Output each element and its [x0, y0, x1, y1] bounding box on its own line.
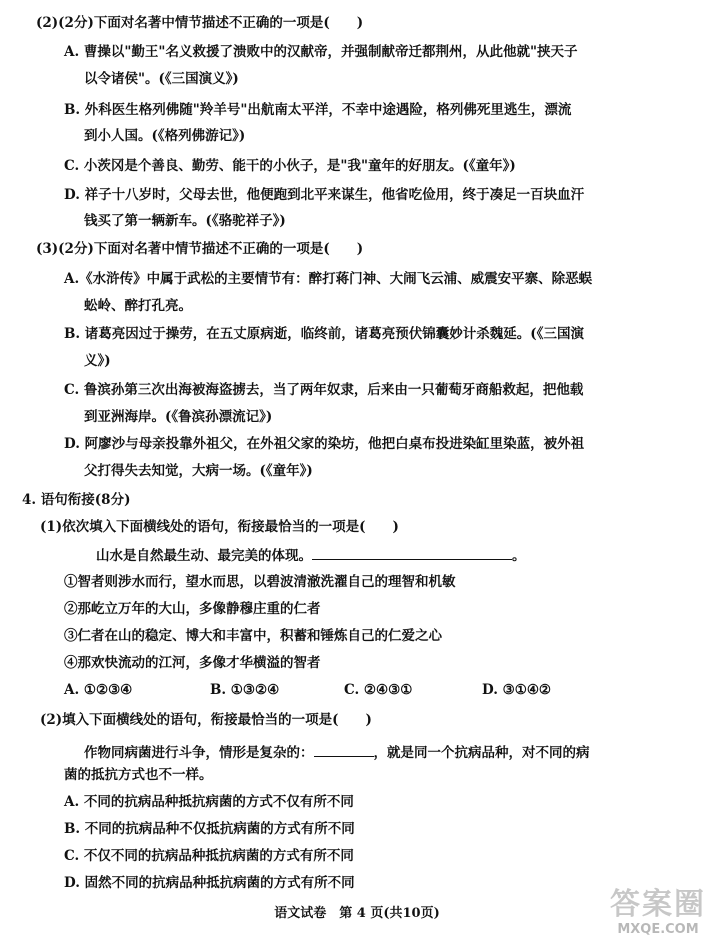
q4-1-item-4: ④那欢快流动的江河，多像才华横溢的智者	[64, 655, 321, 671]
q4-1-prompt-text: 山水是自然最生动、最完美的体现。	[96, 548, 312, 564]
q3-2-option-b-line2: 到小人国。(《格列佛游记》)	[84, 128, 246, 144]
q3-3-option-a-line1: A.《水浒传》中属于武松的主要情节有：醉打蒋门神、大闹飞云浦、威震安平寨、除恶蜈	[64, 271, 593, 287]
q4-1-option-a: A. ①②③④	[64, 682, 133, 698]
q4-2-blank	[314, 742, 374, 757]
watermark	[610, 888, 706, 937]
watermark-url: MXQE.COM	[617, 922, 699, 937]
q3-3-option-c-line1: C. 鲁滨孙第三次出海被海盗掳去，当了两年奴隶，后来由一只葡萄牙商船救起，把他载	[64, 382, 584, 398]
q4-1-blank	[312, 545, 512, 560]
q4-2-option-d: D. 固然不同的抗病品种抵抗病菌的方式有所不同	[64, 875, 355, 891]
q4-2-stem: (2)填入下面横线处的语句，衔接最恰当的一项是( )	[40, 712, 372, 728]
q4-1-stem: (1)依次填入下面横线处的语句，衔接最恰当的一项是( )	[40, 519, 399, 535]
watermark-logo: 答案圈	[610, 887, 706, 922]
q3-2-option-a-line1: A. 曹操以"勤王"名义救援了溃败中的汉献帝，并强制献帝迁都荆州，从此他就"挟天子	[64, 44, 578, 60]
q3-3-stem: (3)(2分)下面对名著中情节描述不正确的一项是( )	[36, 241, 364, 257]
q4-2-prompt	[84, 742, 590, 762]
q4-heading: 4. 语句衔接(8分)	[22, 492, 131, 508]
q4-1-option-d: D. ③①④②	[482, 682, 552, 698]
q4-2-prompt-part-c: 菌的抵抗方式也不一样。	[64, 767, 213, 783]
q4-1-option-c: C. ②④③①	[344, 682, 413, 698]
q3-2-option-a-line2: 以令诸侯"。(《三国演义》)	[84, 71, 239, 87]
q3-3-option-d-line1: D. 阿廖沙与母亲投靠外祖父，在外祖父家的染坊，他把白桌布投进染缸里染蓝，被外祖	[64, 436, 585, 452]
q3-2-option-c: C. 小茨冈是个善良、勤劳、能干的小伙子，是"我"童年的好朋友。(《童年》)	[64, 158, 516, 174]
q4-2-option-b: B. 不同的抗病品种不仅抵抗病菌的方式有所不同	[64, 821, 355, 837]
q4-1-prompt-end: 。	[512, 548, 526, 564]
q3-2-stem: (2)(2分)下面对名著中情节描述不正确的一项是( )	[36, 15, 364, 31]
q3-3-option-b-line2: 义》)	[84, 353, 111, 369]
q3-3-option-b-line1: B. 诸葛亮因过于操劳，在五丈原病逝，临终前，诸葛亮预伏锦囊妙计杀魏延。(《三国演	[64, 326, 584, 342]
q4-2-prompt-part-a: 作物同病菌进行斗争，情形是复杂的：	[84, 745, 314, 761]
q4-2-option-c: C. 不仅不同的抗病品种抵抗病菌的方式有所不同	[64, 848, 354, 864]
q4-1-item-2: ②那屹立万年的大山，多像静穆庄重的仁者	[64, 601, 321, 617]
q3-3-option-a-line2: 蚣岭、醉打孔亮。	[84, 298, 192, 314]
q4-1-item-3: ③仁者在山的稳定、博大和丰富中，积蓄和锤炼自己的仁爱之心	[64, 628, 442, 644]
q4-1-prompt	[96, 545, 526, 565]
page-footer: 语文试卷 第 4 页(共10页)	[274, 906, 440, 921]
q3-2-option-b-line1: B. 外科医生格列佛随"羚羊号"出航南太平洋，不幸中途遇险，格列佛死里逃生，漂流	[64, 102, 572, 118]
q4-1-option-b: B. ①③②④	[210, 682, 280, 698]
q3-3-option-c-line2: 到亚洲海岸。(《鲁滨孙漂流记》)	[84, 409, 273, 425]
q3-2-option-d-line2: 钱买了第一辆新车。(《骆驼祥子》)	[84, 213, 286, 229]
q3-3-option-d-line2: 父打得失去知觉，大病一场。(《童年》)	[84, 463, 313, 479]
q4-2-option-a: A. 不同的抗病品种抵抗病菌的方式不仅有所不同	[64, 794, 354, 810]
q3-2-option-d-line1: D. 祥子十八岁时，父母去世，他便跑到北平来谋生，他省吃俭用，终于凑足一百块血汗	[64, 187, 585, 203]
q4-2-prompt-part-b: ，就是同一个抗病品种，对不同的病	[373, 745, 590, 761]
q4-1-item-1: ①智者则涉水而行，望水而思，以碧波清澈洗濯自己的理智和机敏	[64, 574, 456, 590]
